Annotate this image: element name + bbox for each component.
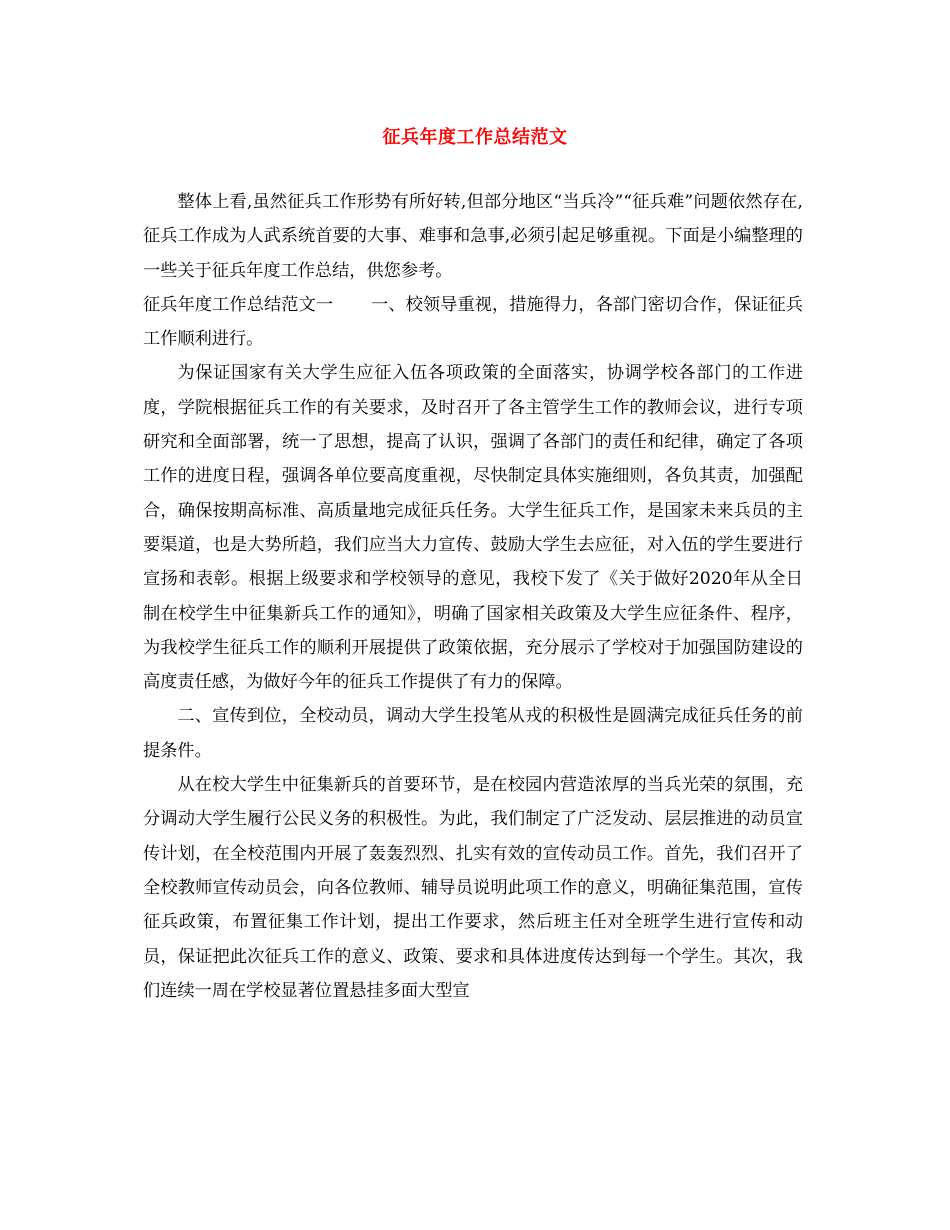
section-one-heading [143, 288, 803, 357]
document-body [143, 185, 803, 1008]
paragraph-publicity: 从在校大学生中征集新兵的首要环节，是在校园内营造浓厚的当兵光荣的氛围，充分调动大学生履行公民义务的积极性。为此，我们制定了广泛发动、层层推进的动员宣传计划，在全校范围内开展了轰轰烈烈、扎实有效的宣传动员工作。首先，我们召开了全校教师宣传动员会，向各位教师、辅导员说明此项工作的意义，明确征集范围，宣传征兵政策，布置征集工作计划，提出工作要求，然后班主任对全班学生进行宣传和动员，保证把此次征兵工作的意义、政策、要求和具体进度传达到每一个学生。其次，我们连续一周在学校显著位置悬挂多面大型宣 [143, 775, 803, 1001]
document-title: 征兵年度工作总结范文 [382, 127, 568, 148]
intro-paragraph: 整体上看,虽然征兵工作形势有所好转,但部分地区“当兵冷”“征兵难”问题依然存在,征兵工作成为人武系统首要的大事、难事和急事,必须引起足够重视。下面是小编整理的一些关于征兵年度工作总结，供您参考。 [143, 192, 803, 281]
section-two-heading: 二、宣传到位，全校动员，调动大学生投笔从戎的积极性是圆满完成征兵任务的前提条件。 [143, 706, 803, 761]
paragraph-leadership: 为保证国家有关大学生应征入伍各项政策的全面落实，协调学校各部门的工作进度，学院根据征兵工作的有关要求，及时召开了各主管学生工作的教师会议，进行专项研究和全面部署，统一了思想，提高了认识，强调了各部门的责任和纪律，确定了各项工作的进度日程，强调各单位要高度重视，尽快制定具体实施细则，各负其责，加强配合，确保按期高标准、高质量地完成征兵任务。大学生征兵工作，是国家未来兵员的主要渠道，也是大势所趋，我们应当大力宣传、鼓励大学生去应征，对入伍的学生要进行宣扬和表彰。根据上级要求和学校领导的意见，我校下发了《关于做好2020年从全日制在校学生中征集新兵工作的通知》，明确了国家相关政策及大学生应征条件、程序，为我校学生征兵工作的顺利开展提供了政策依据，充分展示了学校对于加强国防建设的高度责任感，为做好今年的征兵工作提供了有力的保障。 [143, 363, 803, 693]
section-one-label: 征兵年度工作总结范文一 [143, 294, 334, 315]
section-one-heading-text: 一、校领导重视，措施得力，各部门密切合作，保证征兵工作顺利进行。 [143, 294, 803, 350]
